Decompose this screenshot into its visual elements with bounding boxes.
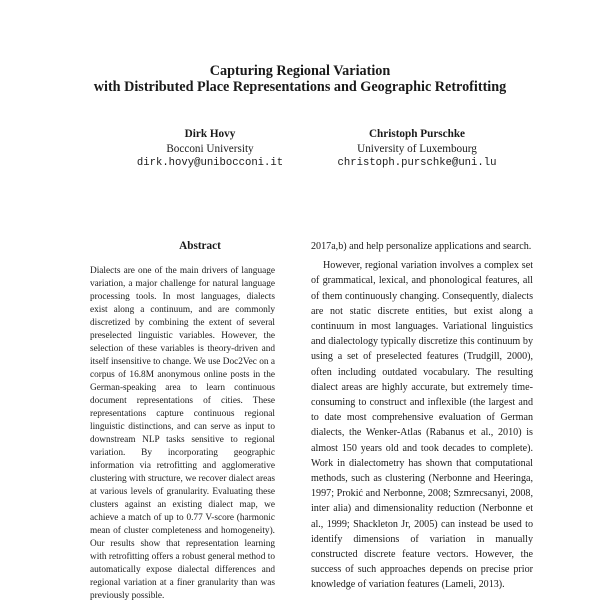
- body-paragraph-1: 2017a,b) and help personalize applications and search.: [311, 241, 532, 252]
- author-block-1: [95, 127, 325, 171]
- author-affiliation: Bocconi University: [166, 142, 254, 155]
- body-column: [311, 239, 533, 593]
- author-email: christoph.purschke@uni.lu: [337, 157, 497, 170]
- author-affiliation: University of Luxembourg: [357, 142, 477, 155]
- paper-title: [0, 63, 600, 95]
- author-name: Christoph Purschke: [368, 128, 466, 140]
- body-paragraph-2: However, regional variation involves a complex set of grammatical, lexical, and phonological features, all of them continuously changing. Consequently, dialects are not static discrete entities, but exist along a continuum in most languages. Variational linguistics and dialectology typically discretize this continuum by using a set of preselected features (Trudgill, 2000), often including outdated vocabulary. The resulting dialect areas are highly accurate, but extremely time-consuming to construct and inflexible (the largest and to date most comprehensive evaluation of German dialects, the Wenker-Atlas (Rabanus et al., 2010) is almost 150 years old and took decades to complete). Work in dialectometry has shown that computational methods, such as clustering (Nerbonne and Heeringa, 1997; Prokić and Nerbonne, 2008; Szmrecsanyi, 2008, inter alia) and dimensionality reduction (Nerbonne et al., 1999; Shackleton Jr, 2005) can instead be used to identify dimensions of variation in manually constructed discrete feature vectors. However, the success of such approaches depends on precise prior knowledge of variation features (Lameli, 2013).: [311, 260, 533, 591]
- title-line-1: Capturing Regional Variation: [209, 63, 391, 79]
- title-line-2: with Distributed Place Representations and Geographic Retrofitting: [93, 79, 507, 95]
- author-email: dirk.hovy@unibocconi.it: [136, 157, 284, 170]
- abstract-text: Dialects are one of the main drivers of language variation, a major challenge for natural language processing tools. In most languages, dialects exist along a continuum, and are commonly discretized by combining the extent of several preselected linguistic variables. However, the selection of these variables is theory-driven and itself insensitive to change. We use Doc2Vec on a corpus of 16.8M anonymous online posts in the German-speaking area to learn continuous document representations of cities. These representations capture continuous regional linguistic distinctions, and can serve as input to downstream NLP tasks sensitive to regional variation. By incorporating geographic information via retrofitting and agglomerative clustering with structure, we recover dialect areas at various levels of granularity. Evaluating these clusters against an existing dialect map, we achieve a match of up to 0.77 V-score (harmonic mean of cluster completeness and homogeneity). Our results show that representation learning with retrofitting offers a robust general method to automatically expose dialectal differences and regional variation at a finer granularity than was previously possible.: [90, 266, 275, 601]
- author-block-2: [302, 127, 532, 171]
- abstract-heading: Abstract: [179, 240, 221, 252]
- author-name: Dirk Hovy: [184, 128, 236, 140]
